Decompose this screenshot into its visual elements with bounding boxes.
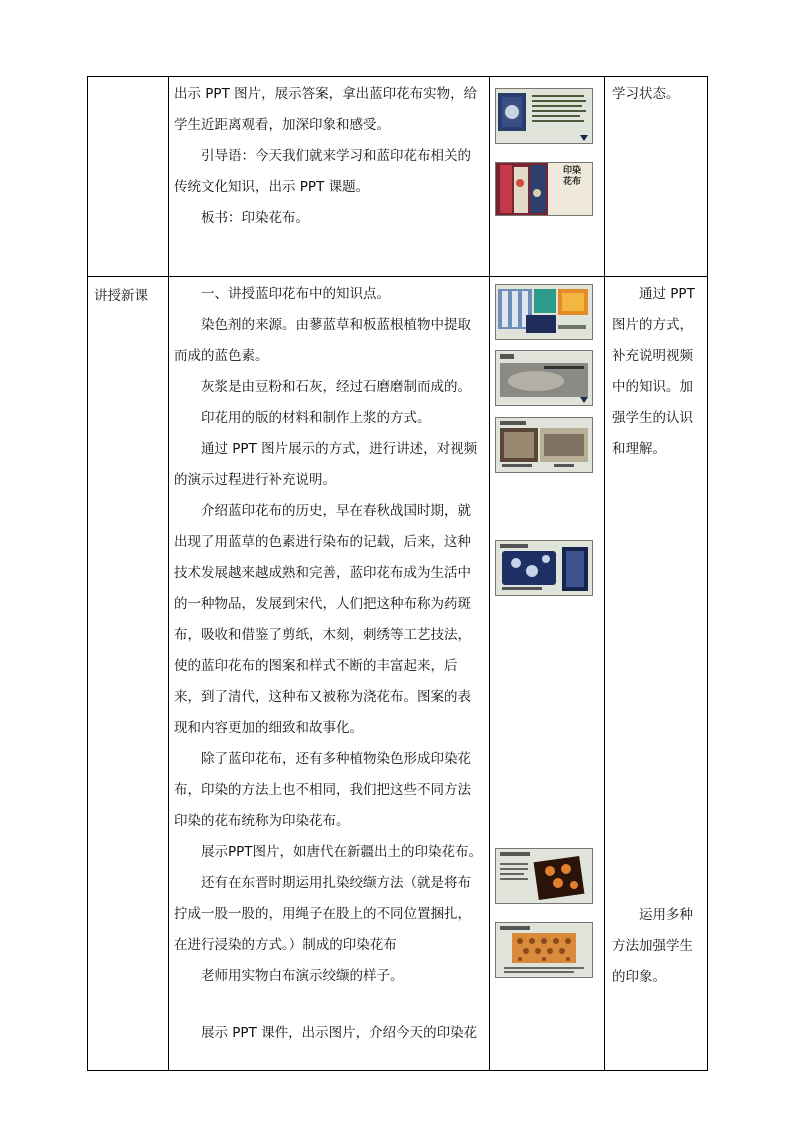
lesson-plan-table — [87, 76, 708, 1071]
slide-title: 印染花布 — [562, 166, 581, 187]
stage-label: 讲授新课 — [94, 288, 148, 304]
paragraph: 出示 PPT 图片，展示答案，拿出蓝印花布实物，给学生近距离观看，加深印象和感受。 — [174, 86, 478, 133]
paragraph: 通过 PPT 图片展示的方式，进行讲述，对视频的演示过程进行补充说明。 — [174, 441, 478, 488]
slide-thumbnail — [495, 350, 593, 406]
slide-thumbnail — [495, 162, 593, 216]
paragraph: 印花用的版的材料和制作上浆的方式。 — [201, 410, 431, 426]
paragraph: 一、讲授蓝印花布中的知识点。 — [201, 286, 390, 302]
teaching-note: 学习状态。 — [612, 86, 680, 102]
table-row — [88, 77, 708, 277]
paragraph: 介绍蓝印花布的历史，早在春秋战国时期，就出现了用蓝草的色素进行染布的记载，后来，这种技术发展越来越成熟和完善，蓝印花布成为生活中的一种物品，发展到宋代，人们把这种布称为药斑布，吸收和借鉴了剪纸，木刻，刺绣等工艺技法，使的蓝印花布的图案和样式不断的丰富起来，后来，到了清代，这种布又被称为浇花布。图案的表现和内容更加的细致和故事化。 — [174, 503, 471, 736]
paragraph: 展示PPT图片，如唐代在新疆出土的印染花布。 — [201, 844, 483, 860]
slide-thumbnail — [495, 417, 593, 473]
paragraph: 老师用实物白布演示绞缬的样子。 — [201, 968, 404, 984]
paragraph: 展示 PPT 课件，出示图片，介绍今天的印染花 — [201, 1025, 478, 1041]
paragraph: 灰浆是由豆粉和石灰，经过石磨磨制而成的。 — [201, 379, 471, 395]
paragraph: 除了蓝印花布，还有多种植物染色形成印染花布，印染的方法上也不相同，我们把这些不同方法印染的花布统称为印染花布。 — [174, 751, 471, 829]
slide-thumbnail — [495, 848, 593, 904]
slide-thumbnail — [495, 540, 593, 596]
slides-cell — [490, 77, 605, 277]
slides-cell — [490, 277, 605, 1071]
content-cell — [169, 77, 490, 277]
note-cell — [605, 277, 708, 1071]
table-row — [88, 277, 708, 1071]
slide-thumbnail — [495, 284, 593, 340]
slide-thumbnail — [495, 88, 593, 144]
teaching-note: 运用多种方法加强学生的印象。 — [612, 907, 693, 985]
paragraph: 染色剂的来源。由蓼蓝草和板蓝根植物中提取而成的蓝色素。 — [174, 317, 471, 364]
paragraph: 还有在东晋时期运用扎染绞缬方法（就是将布拧成一股一股的，用绳子在股上的不同位置捆扎，在进行浸染的方式。）制成的印染花布 — [174, 875, 471, 953]
paragraph: 板书：印染花布。 — [201, 210, 309, 226]
stage-label — [88, 77, 168, 85]
stage-label-cell — [88, 277, 169, 1071]
paragraph: 引导语：今天我们就来学习和蓝印花布相关的传统文化知识，出示 PPT 课题。 — [174, 148, 471, 195]
teaching-note: 通过 PPT 图片的方式，补充说明视频中的知识。加强学生的认识和理解。 — [612, 286, 695, 457]
slide-thumbnail — [495, 922, 593, 978]
note-cell — [605, 77, 708, 277]
stage-label-cell — [88, 77, 169, 277]
content-cell — [169, 277, 490, 1071]
